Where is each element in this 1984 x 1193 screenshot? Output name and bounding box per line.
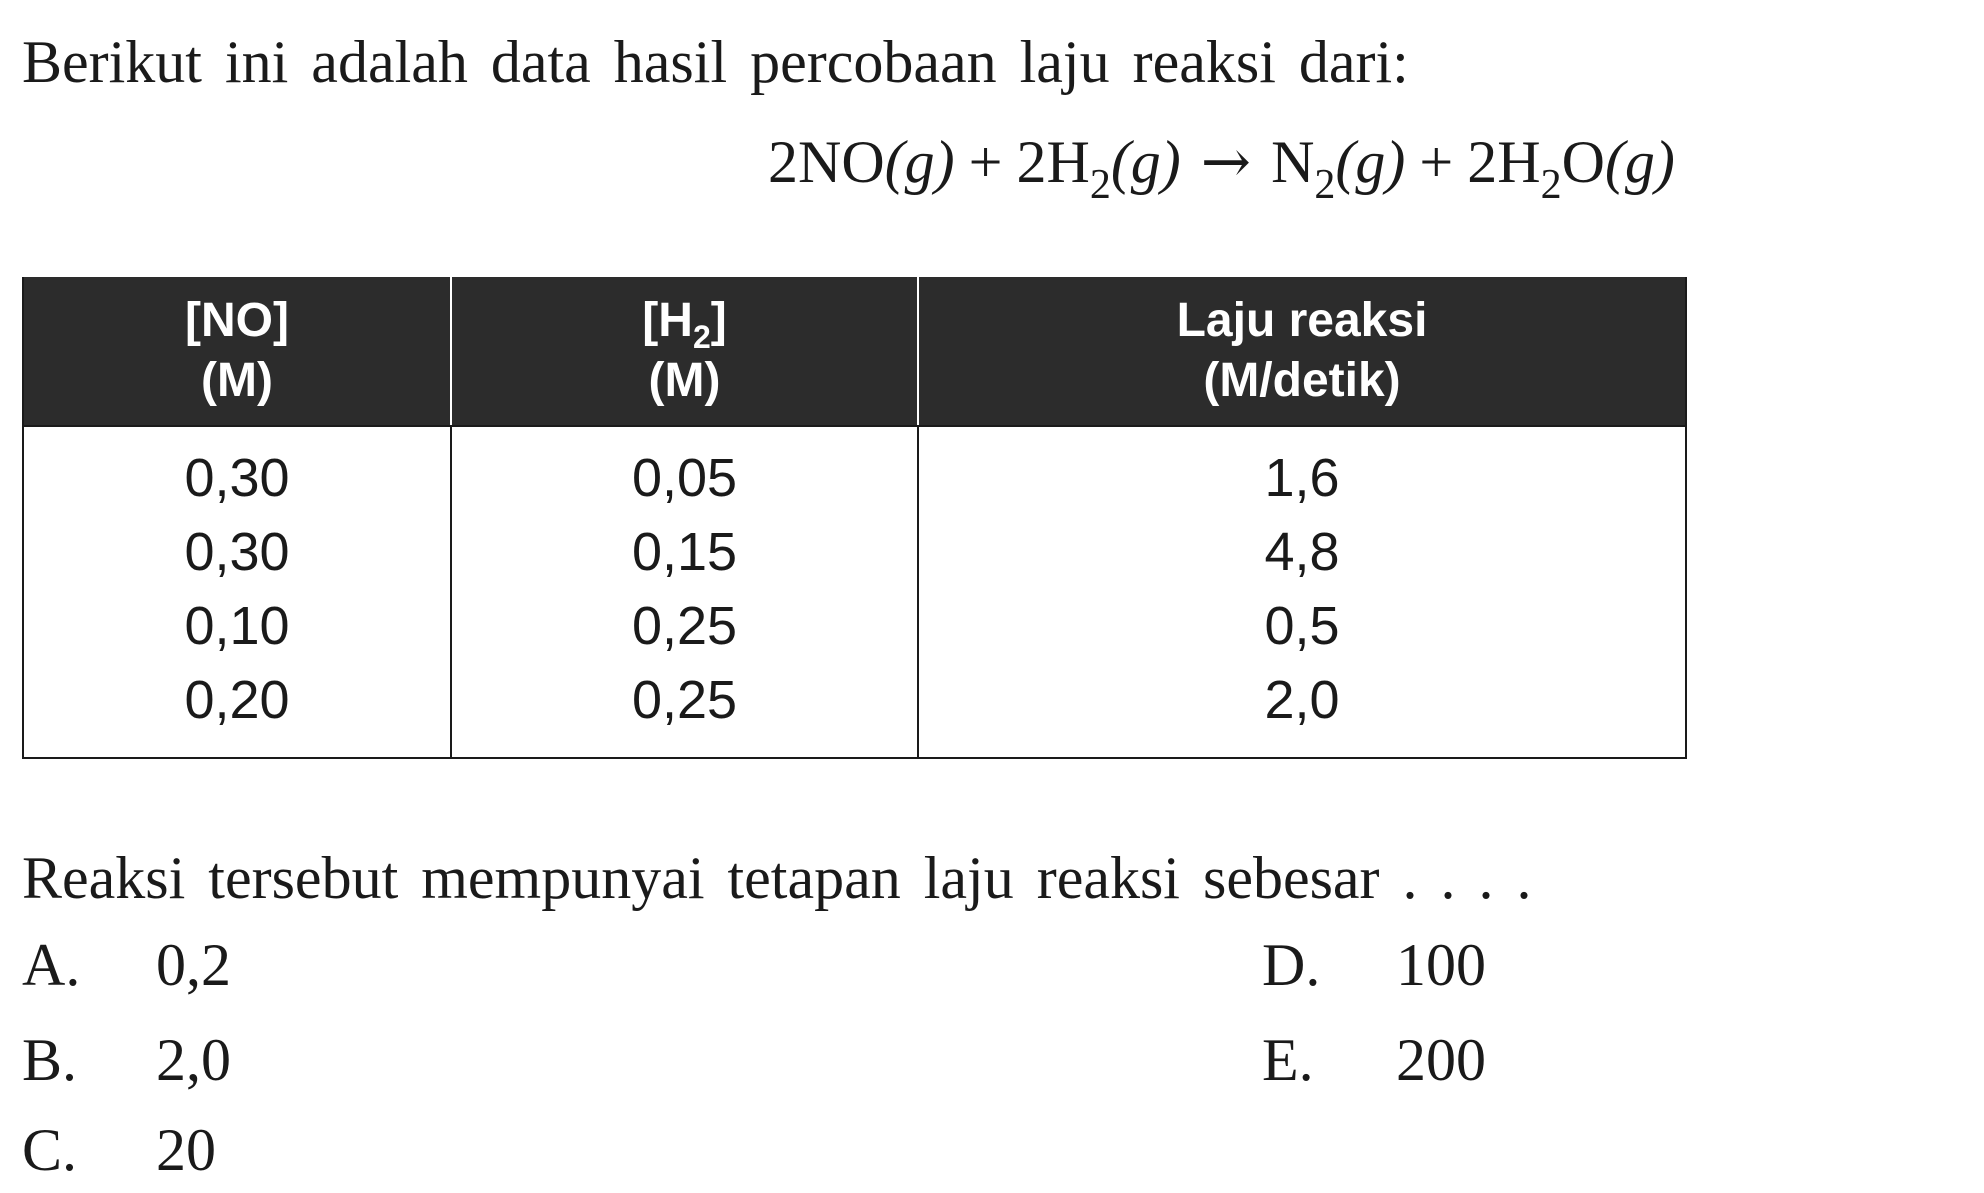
eq-plus-1: +: [968, 129, 1003, 195]
cell-rate: 0,5: [918, 589, 1686, 663]
option-d-letter: D.: [1262, 932, 1321, 998]
header-h2-subscript: 2: [692, 319, 711, 355]
table-row: [23, 663, 1686, 758]
eq-species-no: NO: [798, 129, 885, 195]
option-d[interactable]: [1262, 925, 1486, 1005]
header-h2-close: ]: [710, 294, 727, 347]
cell-no: 0,30: [23, 426, 451, 515]
eq-species-h2o-tail: O: [1561, 129, 1605, 195]
cell-no: 0,10: [23, 589, 451, 663]
option-e-value: 200: [1396, 1027, 1486, 1093]
header-no-label: [NO]: [185, 294, 289, 347]
option-c-letter: C.: [22, 1117, 78, 1183]
eq-phase-h2o: (g): [1604, 129, 1675, 195]
header-no-concentration: [23, 277, 451, 426]
reaction-equation: [768, 122, 1675, 208]
header-rate-label: Laju reaksi: [1176, 294, 1428, 347]
header-no-unit: (M): [201, 354, 273, 407]
eq-coef-h2: 2: [1016, 129, 1047, 195]
eq-phase-n2: (g): [1335, 129, 1406, 195]
eq-phase-h2: (g): [1110, 129, 1181, 195]
cell-h2: 0,05: [451, 426, 918, 515]
header-h2-open: [H: [642, 294, 693, 347]
eq-species-h2: H: [1046, 129, 1090, 195]
eq-species-n2: N: [1271, 129, 1315, 195]
eq-h2o-subscript: 2: [1540, 162, 1562, 208]
table-row: [23, 589, 1686, 663]
cell-no: 0,30: [23, 515, 451, 589]
option-e[interactable]: [1262, 1020, 1486, 1100]
cell-no: 0,20: [23, 663, 451, 758]
cell-h2: 0,25: [451, 589, 918, 663]
option-a-letter: A.: [22, 932, 81, 998]
header-h2-concentration: [451, 277, 918, 426]
option-a-value: 0,2: [156, 932, 231, 998]
header-h2-label: [452, 291, 917, 355]
option-b-value: 2,0: [156, 1027, 231, 1093]
table-row: [23, 515, 1686, 589]
header-rate-unit: (M/detik): [1203, 354, 1401, 407]
header-reaction-rate: [918, 277, 1686, 426]
cell-rate: 4,8: [918, 515, 1686, 589]
header-h2-unit: (M): [648, 354, 721, 407]
option-b-letter: B.: [22, 1027, 78, 1093]
eq-plus-2: +: [1419, 129, 1454, 195]
cell-rate: 2,0: [918, 663, 1686, 758]
option-d-value: 100: [1396, 932, 1486, 998]
cell-rate: 1,6: [918, 426, 1686, 515]
intro-text: Berikut ini adalah data hasil percobaan laju reaksi dari:: [22, 29, 1409, 95]
option-c-value: 20: [156, 1117, 216, 1183]
eq-species-h2o: H: [1497, 129, 1541, 195]
eq-phase-no: (g): [884, 129, 955, 195]
eq-arrow-icon: →: [1200, 127, 1252, 197]
option-e-letter: E.: [1262, 1027, 1314, 1093]
cell-h2: 0,15: [451, 515, 918, 589]
table-row: [23, 426, 1686, 515]
eq-coef-h2o: 2: [1467, 129, 1498, 195]
eq-coef-no: 2: [768, 129, 798, 195]
option-a[interactable]: [22, 925, 231, 1005]
table-header-row: [23, 277, 1686, 426]
cell-h2: 0,25: [451, 663, 918, 758]
question-text: Reaksi tersebut mempunyai tetapan laju reaksi sebesar . . . .: [22, 845, 1532, 911]
eq-h2-subscript: 2: [1089, 162, 1111, 208]
rate-data-table: [22, 277, 1687, 759]
eq-n2-subscript: 2: [1314, 162, 1336, 208]
option-b[interactable]: [22, 1020, 231, 1100]
option-c[interactable]: [22, 1110, 216, 1190]
